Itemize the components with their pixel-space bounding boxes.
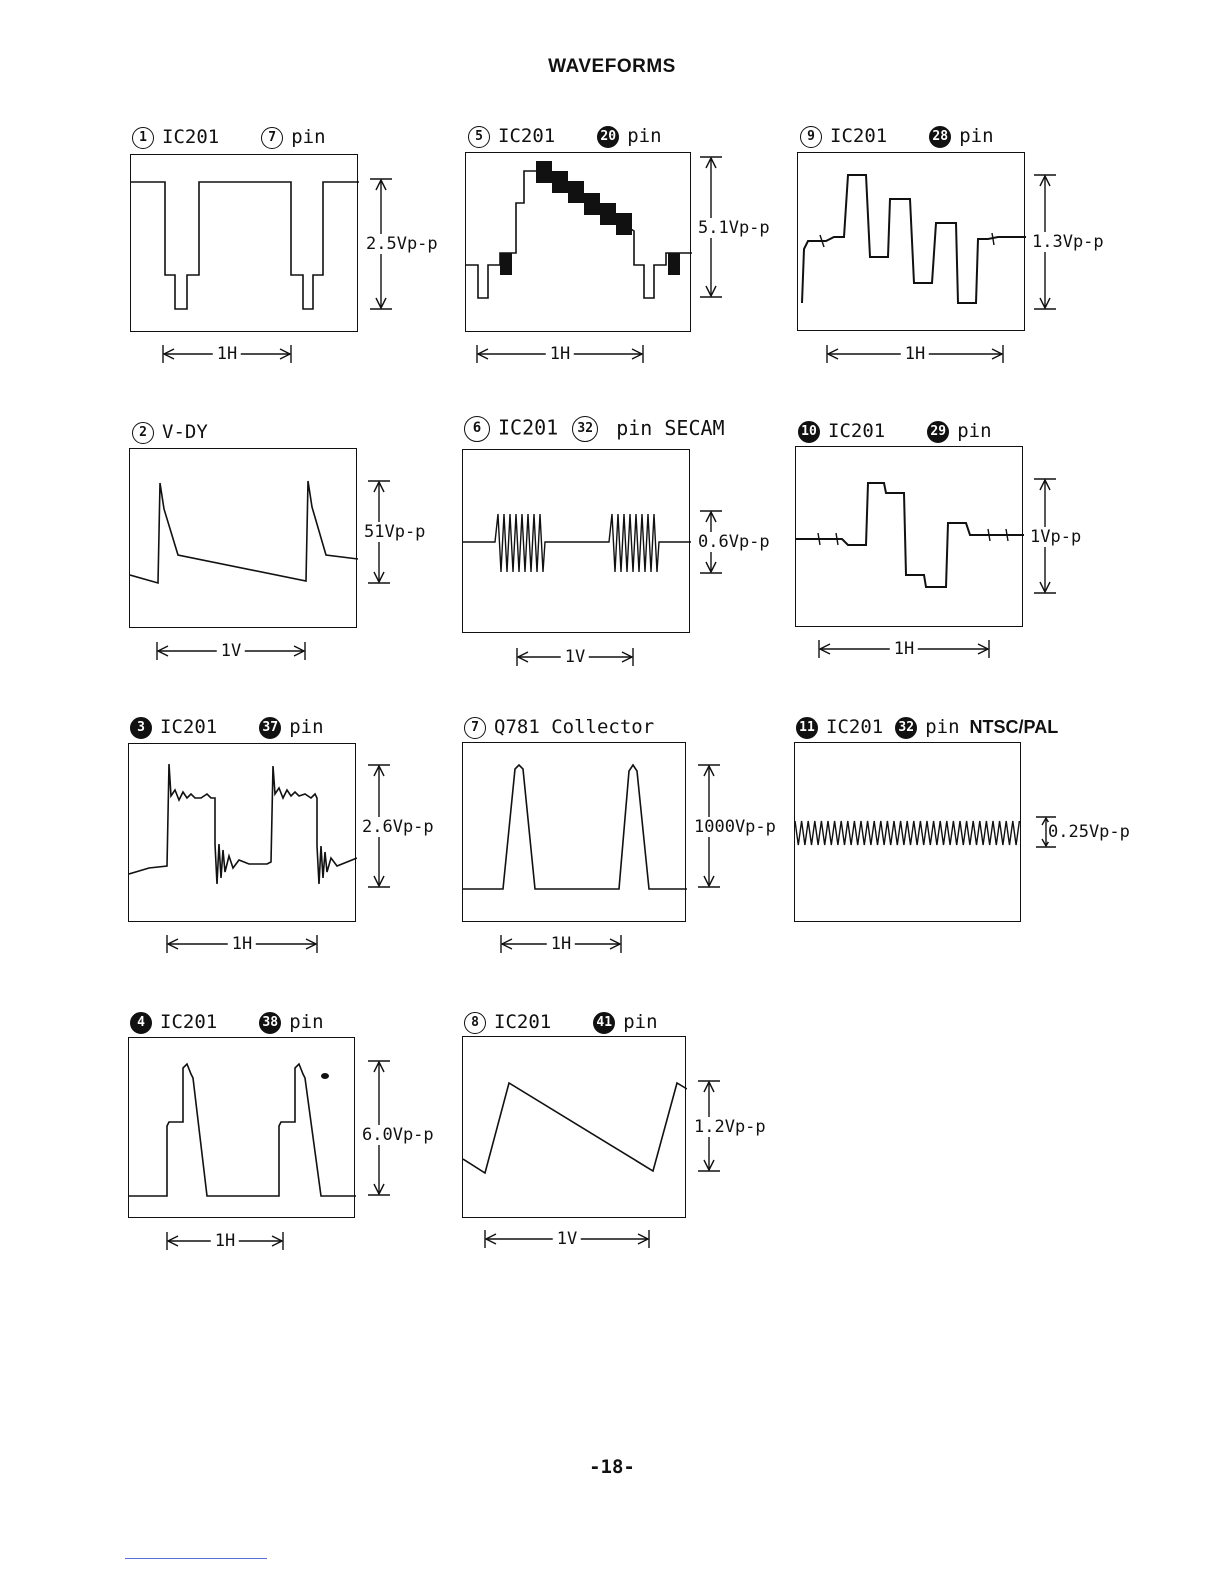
panel-caption xyxy=(464,1011,658,1034)
waveform-trace xyxy=(131,155,359,333)
amplitude-label: 0.25Vp-p xyxy=(1048,822,1130,842)
panel-number-badge: 6 xyxy=(464,416,490,442)
amplitude-label: 1000Vp-p xyxy=(694,817,776,837)
amplitude-label: 1Vp-p xyxy=(1030,527,1082,547)
caption-suffix: pin SECAM xyxy=(616,415,725,440)
timebase-marker xyxy=(484,1228,650,1250)
scope-screen xyxy=(128,1037,355,1218)
timebase-marker xyxy=(476,343,644,365)
pin-word: pin xyxy=(627,125,662,147)
panel-caption xyxy=(464,416,725,442)
amplitude-marker xyxy=(360,480,450,584)
pin-word: pin xyxy=(925,716,960,738)
pin-word: pin xyxy=(957,420,992,442)
amplitude-marker xyxy=(690,764,790,888)
scope-screen xyxy=(797,152,1025,331)
panel-caption xyxy=(132,421,208,444)
amplitude-marker xyxy=(694,156,784,298)
waveform-trace xyxy=(463,1037,687,1219)
panel-number-badge: 8 xyxy=(464,1012,486,1034)
amplitude-marker xyxy=(360,178,450,310)
timebase-label: 1H xyxy=(546,343,574,365)
scope-screen xyxy=(462,449,690,633)
amplitude-marker xyxy=(1034,816,1134,848)
amplitude-label: 6.0Vp-p xyxy=(362,1125,434,1145)
timebase-label: 1V xyxy=(561,646,589,668)
panel-caption xyxy=(132,126,326,149)
caption-suffix: NTSC/PAL xyxy=(969,717,1059,737)
part-label: IC201 xyxy=(826,716,884,738)
waveform-trace xyxy=(795,743,1022,923)
part-label: Q781 Collector xyxy=(494,716,655,738)
waveform-trace xyxy=(130,449,358,629)
waveform-trace xyxy=(796,447,1024,628)
waveform-trace xyxy=(463,450,691,634)
panel-caption xyxy=(464,716,654,739)
footer-rule xyxy=(125,1558,267,1559)
panel-caption xyxy=(130,1011,324,1034)
amplitude-label: 1.2Vp-p xyxy=(694,1117,766,1137)
timebase-marker xyxy=(826,343,1004,365)
amplitude-marker xyxy=(694,510,784,574)
amplitude-marker xyxy=(1028,478,1118,594)
pin-number-badge: 41 xyxy=(593,1012,615,1034)
amplitude-label: 1.3Vp-p xyxy=(1032,232,1104,252)
amplitude-marker xyxy=(1028,174,1118,310)
panel-number-badge: 1 xyxy=(132,127,154,149)
timebase-marker xyxy=(818,638,990,660)
part-label: IC201 xyxy=(828,420,886,442)
panel-number-badge: 4 xyxy=(130,1012,152,1034)
part-label: V-DY xyxy=(162,421,208,443)
pin-number-badge: 37 xyxy=(259,717,281,739)
timebase-label: 1H xyxy=(211,1230,239,1252)
pin-number-badge: 32 xyxy=(572,416,598,442)
pin-word: pin xyxy=(959,125,994,147)
panel-caption xyxy=(798,420,992,443)
part-label: IC201 xyxy=(498,125,556,147)
timebase-marker xyxy=(166,1230,284,1252)
scope-screen xyxy=(462,742,686,922)
part-label: IC201 xyxy=(160,1011,218,1033)
amplitude-marker xyxy=(360,1060,450,1196)
timebase-label: 1H xyxy=(890,638,918,660)
scope-screen xyxy=(130,154,358,332)
part-label: IC201 xyxy=(494,1011,552,1033)
timebase-marker xyxy=(516,646,634,668)
amplitude-label: 2.6Vp-p xyxy=(362,817,434,837)
part-label: IC201 xyxy=(160,716,218,738)
page-number: -18- xyxy=(589,1456,635,1478)
panel-caption xyxy=(800,125,994,148)
waveform-trace xyxy=(466,153,692,333)
panel-number-badge: 7 xyxy=(464,717,486,739)
panel-number-badge: 11 xyxy=(796,717,818,739)
timebase-marker xyxy=(156,640,306,662)
waveform-trace xyxy=(798,153,1026,332)
panel-number-badge: 5 xyxy=(468,126,490,148)
panel-caption xyxy=(130,716,324,739)
pin-word: pin xyxy=(291,126,326,148)
waveform-trace xyxy=(129,1038,356,1219)
amplitude-marker xyxy=(360,764,450,888)
pin-word: pin xyxy=(289,716,324,738)
scope-screen xyxy=(462,1036,686,1218)
scope-screen xyxy=(129,448,357,628)
page-title: WAVEFORMS xyxy=(548,56,676,77)
panel-number-badge: 9 xyxy=(800,126,822,148)
amplitude-label: 5.1Vp-p xyxy=(698,218,770,238)
timebase-marker xyxy=(162,343,292,365)
amplitude-label: 0.6Vp-p xyxy=(698,532,770,552)
waveform-trace xyxy=(463,743,687,923)
timebase-marker xyxy=(500,933,622,955)
pin-word: pin xyxy=(289,1011,324,1033)
timebase-label: 1H xyxy=(228,933,256,955)
panel-number-badge: 3 xyxy=(130,717,152,739)
panel-caption xyxy=(796,716,1058,739)
timebase-label: 1H xyxy=(213,343,241,365)
part-label: IC201 xyxy=(830,125,888,147)
timebase-label: 1V xyxy=(217,640,245,662)
panel-number-badge: 2 xyxy=(132,422,154,444)
amplitude-label: 51Vp-p xyxy=(364,522,426,542)
pin-number-badge: 38 xyxy=(259,1012,281,1034)
pin-number-badge: 29 xyxy=(927,421,949,443)
amplitude-marker xyxy=(690,1080,780,1172)
panel-caption xyxy=(468,125,662,148)
scope-screen xyxy=(795,446,1023,627)
timebase-label: 1V xyxy=(553,1228,581,1250)
scope-screen xyxy=(465,152,691,332)
timebase-label: 1H xyxy=(547,933,575,955)
scope-screen xyxy=(128,743,356,922)
pin-number-badge: 28 xyxy=(929,126,951,148)
panel-number-badge: 10 xyxy=(798,421,820,443)
waveform-trace xyxy=(129,744,357,923)
pin-word: pin xyxy=(623,1011,658,1033)
timebase-marker xyxy=(166,933,318,955)
part-label: IC201 xyxy=(162,126,220,148)
pin-number-badge: 20 xyxy=(597,126,619,148)
part-label: IC201 xyxy=(498,415,559,440)
amplitude-label: 2.5Vp-p xyxy=(366,234,438,254)
pin-number-badge: 7 xyxy=(261,127,283,149)
pin-number-badge: 32 xyxy=(895,717,917,739)
timebase-label: 1H xyxy=(901,343,929,365)
scope-screen xyxy=(794,742,1021,922)
